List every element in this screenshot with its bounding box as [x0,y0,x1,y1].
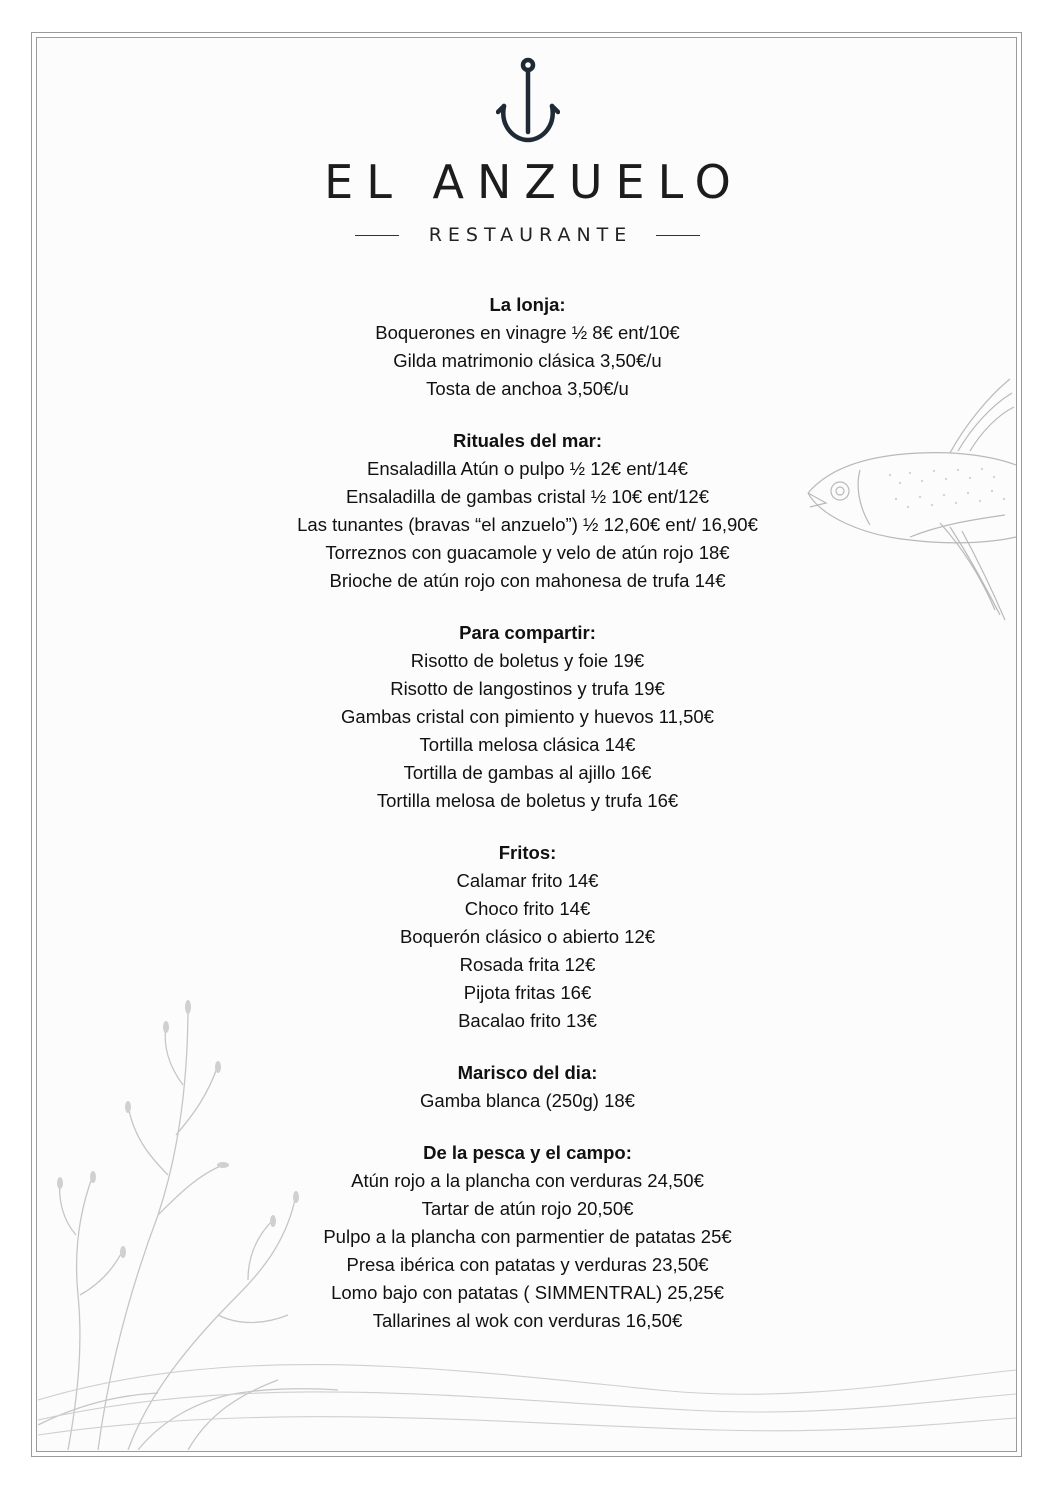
section-title: La lonja: [489,294,566,315]
menu-item: Tortilla melosa de boletus y trufa 16€ [376,790,679,811]
header [0,56,1055,246]
section-title: Rituales del mar: [452,430,603,451]
menu-item: Rosada frita 12€ [459,954,596,975]
menu-item: Gambas cristal con pimiento y huevos 11,50€ [341,706,714,727]
menu-item: Tortilla melosa clásica 14€ [419,734,636,755]
menu-item: Risotto de langostinos y trufa 19€ [390,678,665,699]
menu-item: Boquerones en vinagre ½ 8€ ent/10€ [375,322,680,343]
section-title: Fritos: [498,842,557,863]
menu-item: Risotto de boletus y foie 19€ [410,650,645,671]
restaurant-subtitle: RESTAURANTE [428,224,633,246]
menu-item: Tartar de atún rojo 20,50€ [421,1198,634,1219]
menu-item: Atún rojo a la plancha con verduras 24,50€ [351,1170,704,1191]
menu-section [0,1139,1055,1335]
restaurant-name: EL ANZUELO [324,155,744,209]
menu-item: Gilda matrimonio clásica 3,50€/u [393,350,662,371]
menu-item: Torreznos con guacamole y velo de atún rojo 18€ [325,542,730,563]
menu-item: Tallarines al wok con verduras 16,50€ [372,1310,683,1331]
menu-item: Calamar frito 14€ [456,870,599,891]
tagline-rule-right [656,235,700,236]
menu-item: Tosta de anchoa 3,50€/u [426,378,629,399]
section-title: Para compartir: [459,622,596,643]
menu-item: Pulpo a la plancha con parmentier de patatas 25€ [323,1226,732,1247]
menu-item: Gamba blanca (250g) 18€ [420,1090,635,1111]
menu-item: Presa ibérica con patatas y verduras 23,50€ [346,1254,709,1275]
menu-section [0,427,1055,595]
menu-item: Bacalao frito 13€ [458,1010,597,1031]
menu-section [0,1059,1055,1115]
menu-section [0,839,1055,1035]
menu-item: Ensaladilla de gambas cristal ½ 10€ ent/12€ [345,486,710,507]
menu-item: Boquerón clásico o abierto 12€ [399,926,656,947]
menu [0,291,1055,1359]
menu-item: Lomo bajo con patatas ( SIMMENTRAL) 25,25€ [331,1282,724,1303]
fish-hook-icon [496,56,560,146]
section-title: Marisco del dia: [457,1062,598,1083]
section-title: De la pesca y el campo: [423,1142,632,1163]
menu-section [0,619,1055,815]
tagline-rule-left [355,235,399,236]
menu-section [0,291,1055,403]
menu-item: Ensaladilla Atún o pulpo ½ 12€ ent/14€ [367,458,688,479]
menu-item: Pijota fritas 16€ [463,982,592,1003]
menu-item: Las tunantes (bravas “el anzuelo”) ½ 12,60€ ent/ 16,90€ [297,514,758,535]
tagline-row [0,224,1055,246]
menu-item: Tortilla de gambas al ajillo 16€ [403,762,652,783]
menu-item: Choco frito 14€ [464,898,591,919]
menu-item: Brioche de atún rojo con mahonesa de trufa 14€ [329,570,726,591]
